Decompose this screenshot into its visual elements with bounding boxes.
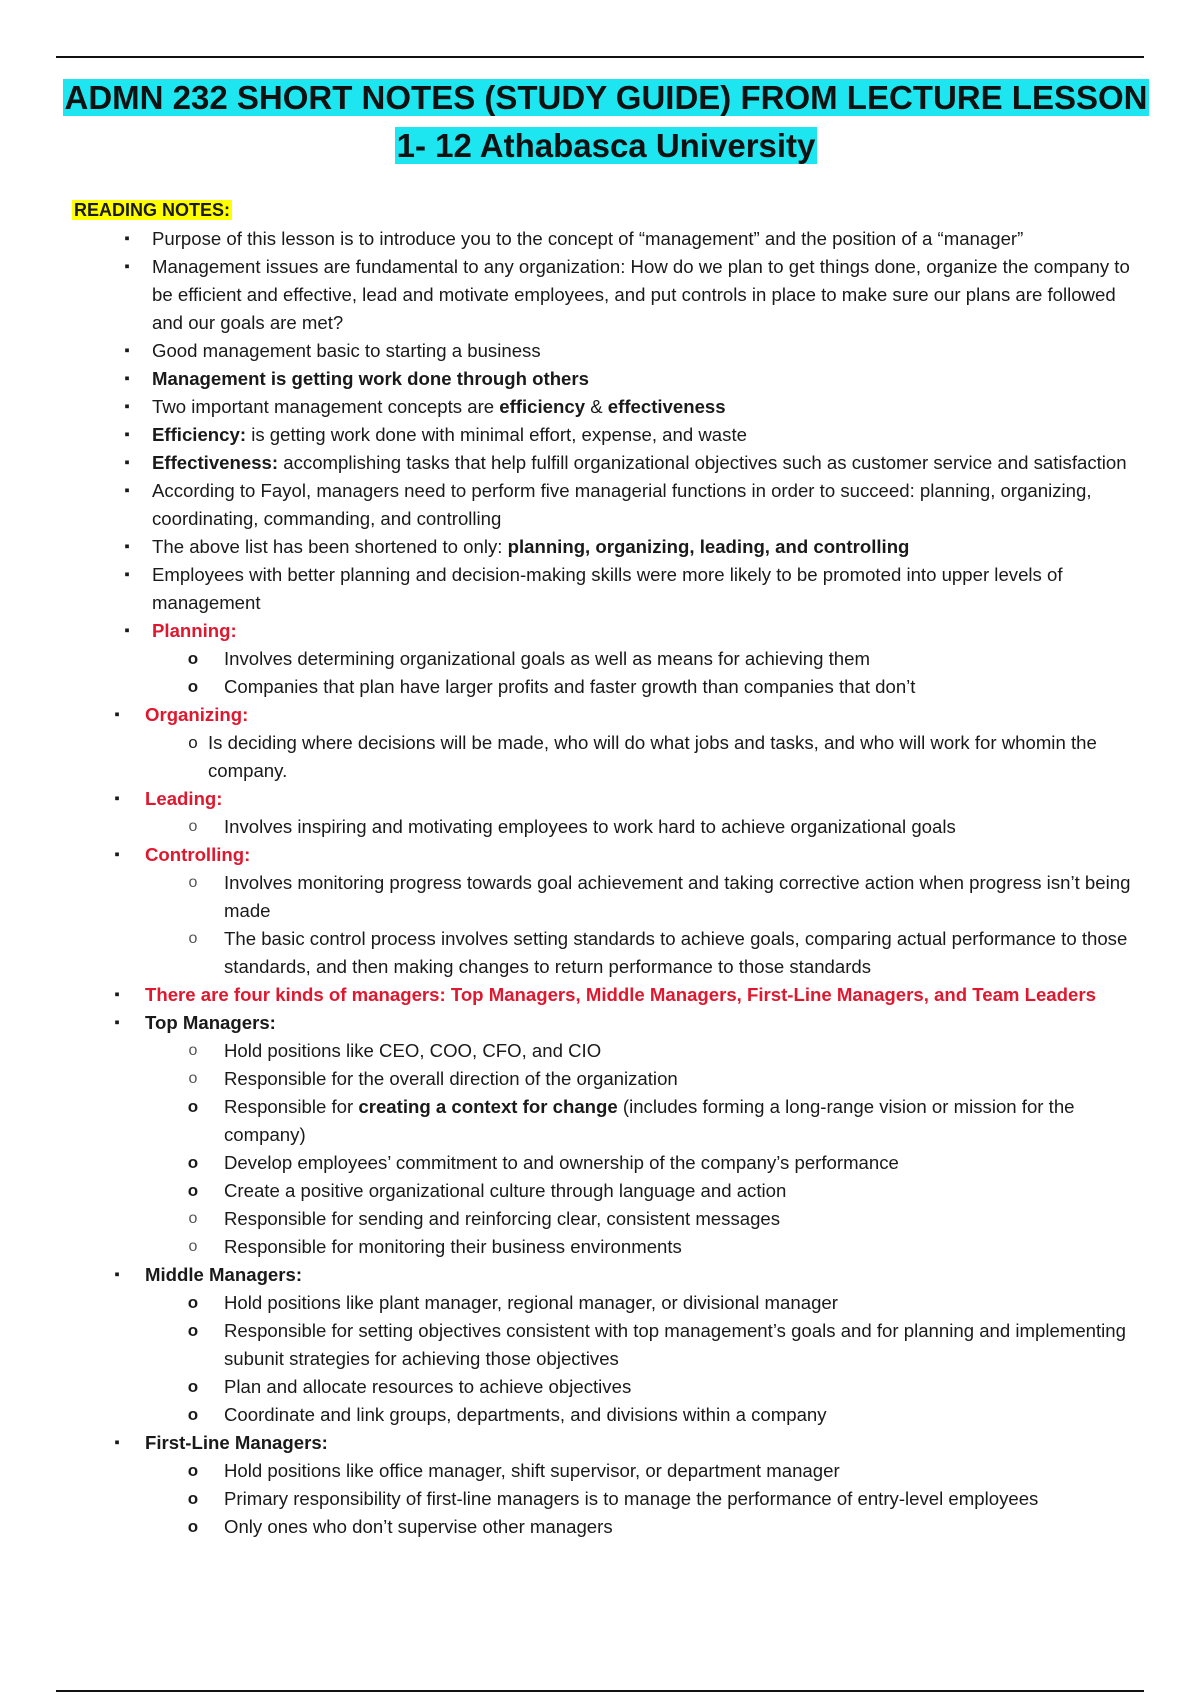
notes-list: [0, 225, 1200, 1541]
sub-note: o Responsible for creating a context for change (includes forming a long-range vision or mission for the company): [187, 1096, 1075, 1145]
sub-note: o Plan and allocate resources to achieve objectives: [187, 1376, 632, 1397]
sub-note: o Primary responsibility of first-line managers is to manage the performance of entry-level employees: [187, 1488, 1039, 1509]
note-bullet: ▪ The above list has been shortened to only: planning, organizing, leading, and controlling: [124, 536, 910, 557]
note-bullet: ▪ Employees with better planning and decision-making skills were more likely to be promoted into upper levels of management: [124, 564, 1063, 613]
note-bullet: ▪ Two important management concepts are efficiency & effectiveness: [124, 396, 726, 417]
heading-four-kinds: ▪ There are four kinds of managers: Top Managers, Middle Managers, First-Line Managers, and Team Leaders: [114, 984, 1096, 1005]
top-rule: [56, 56, 1144, 58]
sub-note: o Involves determining organizational goals as well as means for achieving them: [187, 648, 870, 669]
note-bullet: ▪ Purpose of this lesson is to introduce you to the concept of “management” and the position of a “manager”: [124, 228, 1024, 249]
sub-note: o Involves monitoring progress towards goal achievement and taking corrective action when progress isn’t being made: [188, 872, 1131, 921]
sub-note: o Involves inspiring and motivating employees to work hard to achieve organizational goals: [188, 816, 956, 837]
sub-note: o Responsible for monitoring their business environments: [188, 1236, 682, 1257]
note-bullet: ▪ Efficiency: is getting work done with minimal effort, expense, and waste: [124, 424, 747, 445]
sub-note: o Responsible for sending and reinforcing clear, consistent messages: [188, 1208, 781, 1229]
sub-note: o The basic control process involves setting standards to achieve goals, comparing actual performance to those standards, and then making changes to return performance to those standards: [188, 928, 1128, 977]
heading-organizing: ▪ Organizing:: [114, 704, 249, 725]
note-bullet: ▪ Good management basic to starting a business: [124, 340, 541, 361]
heading-controlling: ▪ Controlling:: [114, 844, 251, 865]
sub-note: o Companies that plan have larger profits and faster growth than companies that don’t: [187, 676, 916, 697]
sub-note: o Hold positions like plant manager, regional manager, or divisional manager: [187, 1292, 838, 1313]
sub-note: o Develop employees’ commitment to and ownership of the company’s performance: [187, 1152, 899, 1173]
sub-note: o Coordinate and link groups, departments, and divisions within a company: [187, 1404, 827, 1425]
sub-note: o Only ones who don’t supervise other managers: [187, 1516, 613, 1537]
note-bullet: ▪ Management issues are fundamental to any organization: How do we plan to get things done, organize the company to be efficient and effective, lead and motivate employees, and put controls in place to make sure our plans are followed and our goals are met?: [124, 256, 1130, 333]
note-bullet: ▪ Management is getting work done through others: [124, 368, 589, 389]
sub-note: o Responsible for setting objectives consistent with top management’s goals and for planning and implementing subunit strategies for achieving those objectives: [187, 1320, 1126, 1369]
heading-leading: ▪ Leading:: [114, 788, 223, 809]
title-line-1: ADMN 232 SHORT NOTES (STUDY GUIDE) FROM LECTURE LESSON: [64, 79, 1148, 116]
heading-top-managers: ▪ Top Managers:: [114, 1012, 276, 1033]
sub-note: o Create a positive organizational culture through language and action: [187, 1180, 787, 1201]
heading-first-line-managers: ▪ First-Line Managers:: [114, 1432, 328, 1453]
sub-note: o Responsible for the overall direction of the organization: [188, 1068, 678, 1089]
heading-middle-managers: ▪ Middle Managers:: [114, 1264, 303, 1285]
bottom-rule: [56, 1690, 1144, 1692]
heading-planning: ▪ Planning:: [124, 620, 237, 641]
note-bullet: ▪ Effectiveness: accomplishing tasks that help fulfill organizational objectives such as customer service and satisfaction: [124, 452, 1127, 473]
title-line-2: 1- 12 Athabasca University: [396, 127, 816, 164]
note-bullet: ▪ According to Fayol, managers need to perform five managerial functions in order to succeed: planning, organizing, coordinating, commanding, and controlling: [124, 480, 1092, 529]
reading-notes-label: READING NOTES:: [74, 200, 231, 220]
page-title: [56, 74, 1156, 170]
sub-note: o Hold positions like CEO, COO, CFO, and CIO: [188, 1040, 602, 1061]
sub-note: o Hold positions like office manager, shift supervisor, or department manager: [187, 1460, 840, 1481]
sub-note: o Is deciding where decisions will be made, who will do what jobs and tasks, and who will work for whomin the company.: [188, 732, 1097, 781]
